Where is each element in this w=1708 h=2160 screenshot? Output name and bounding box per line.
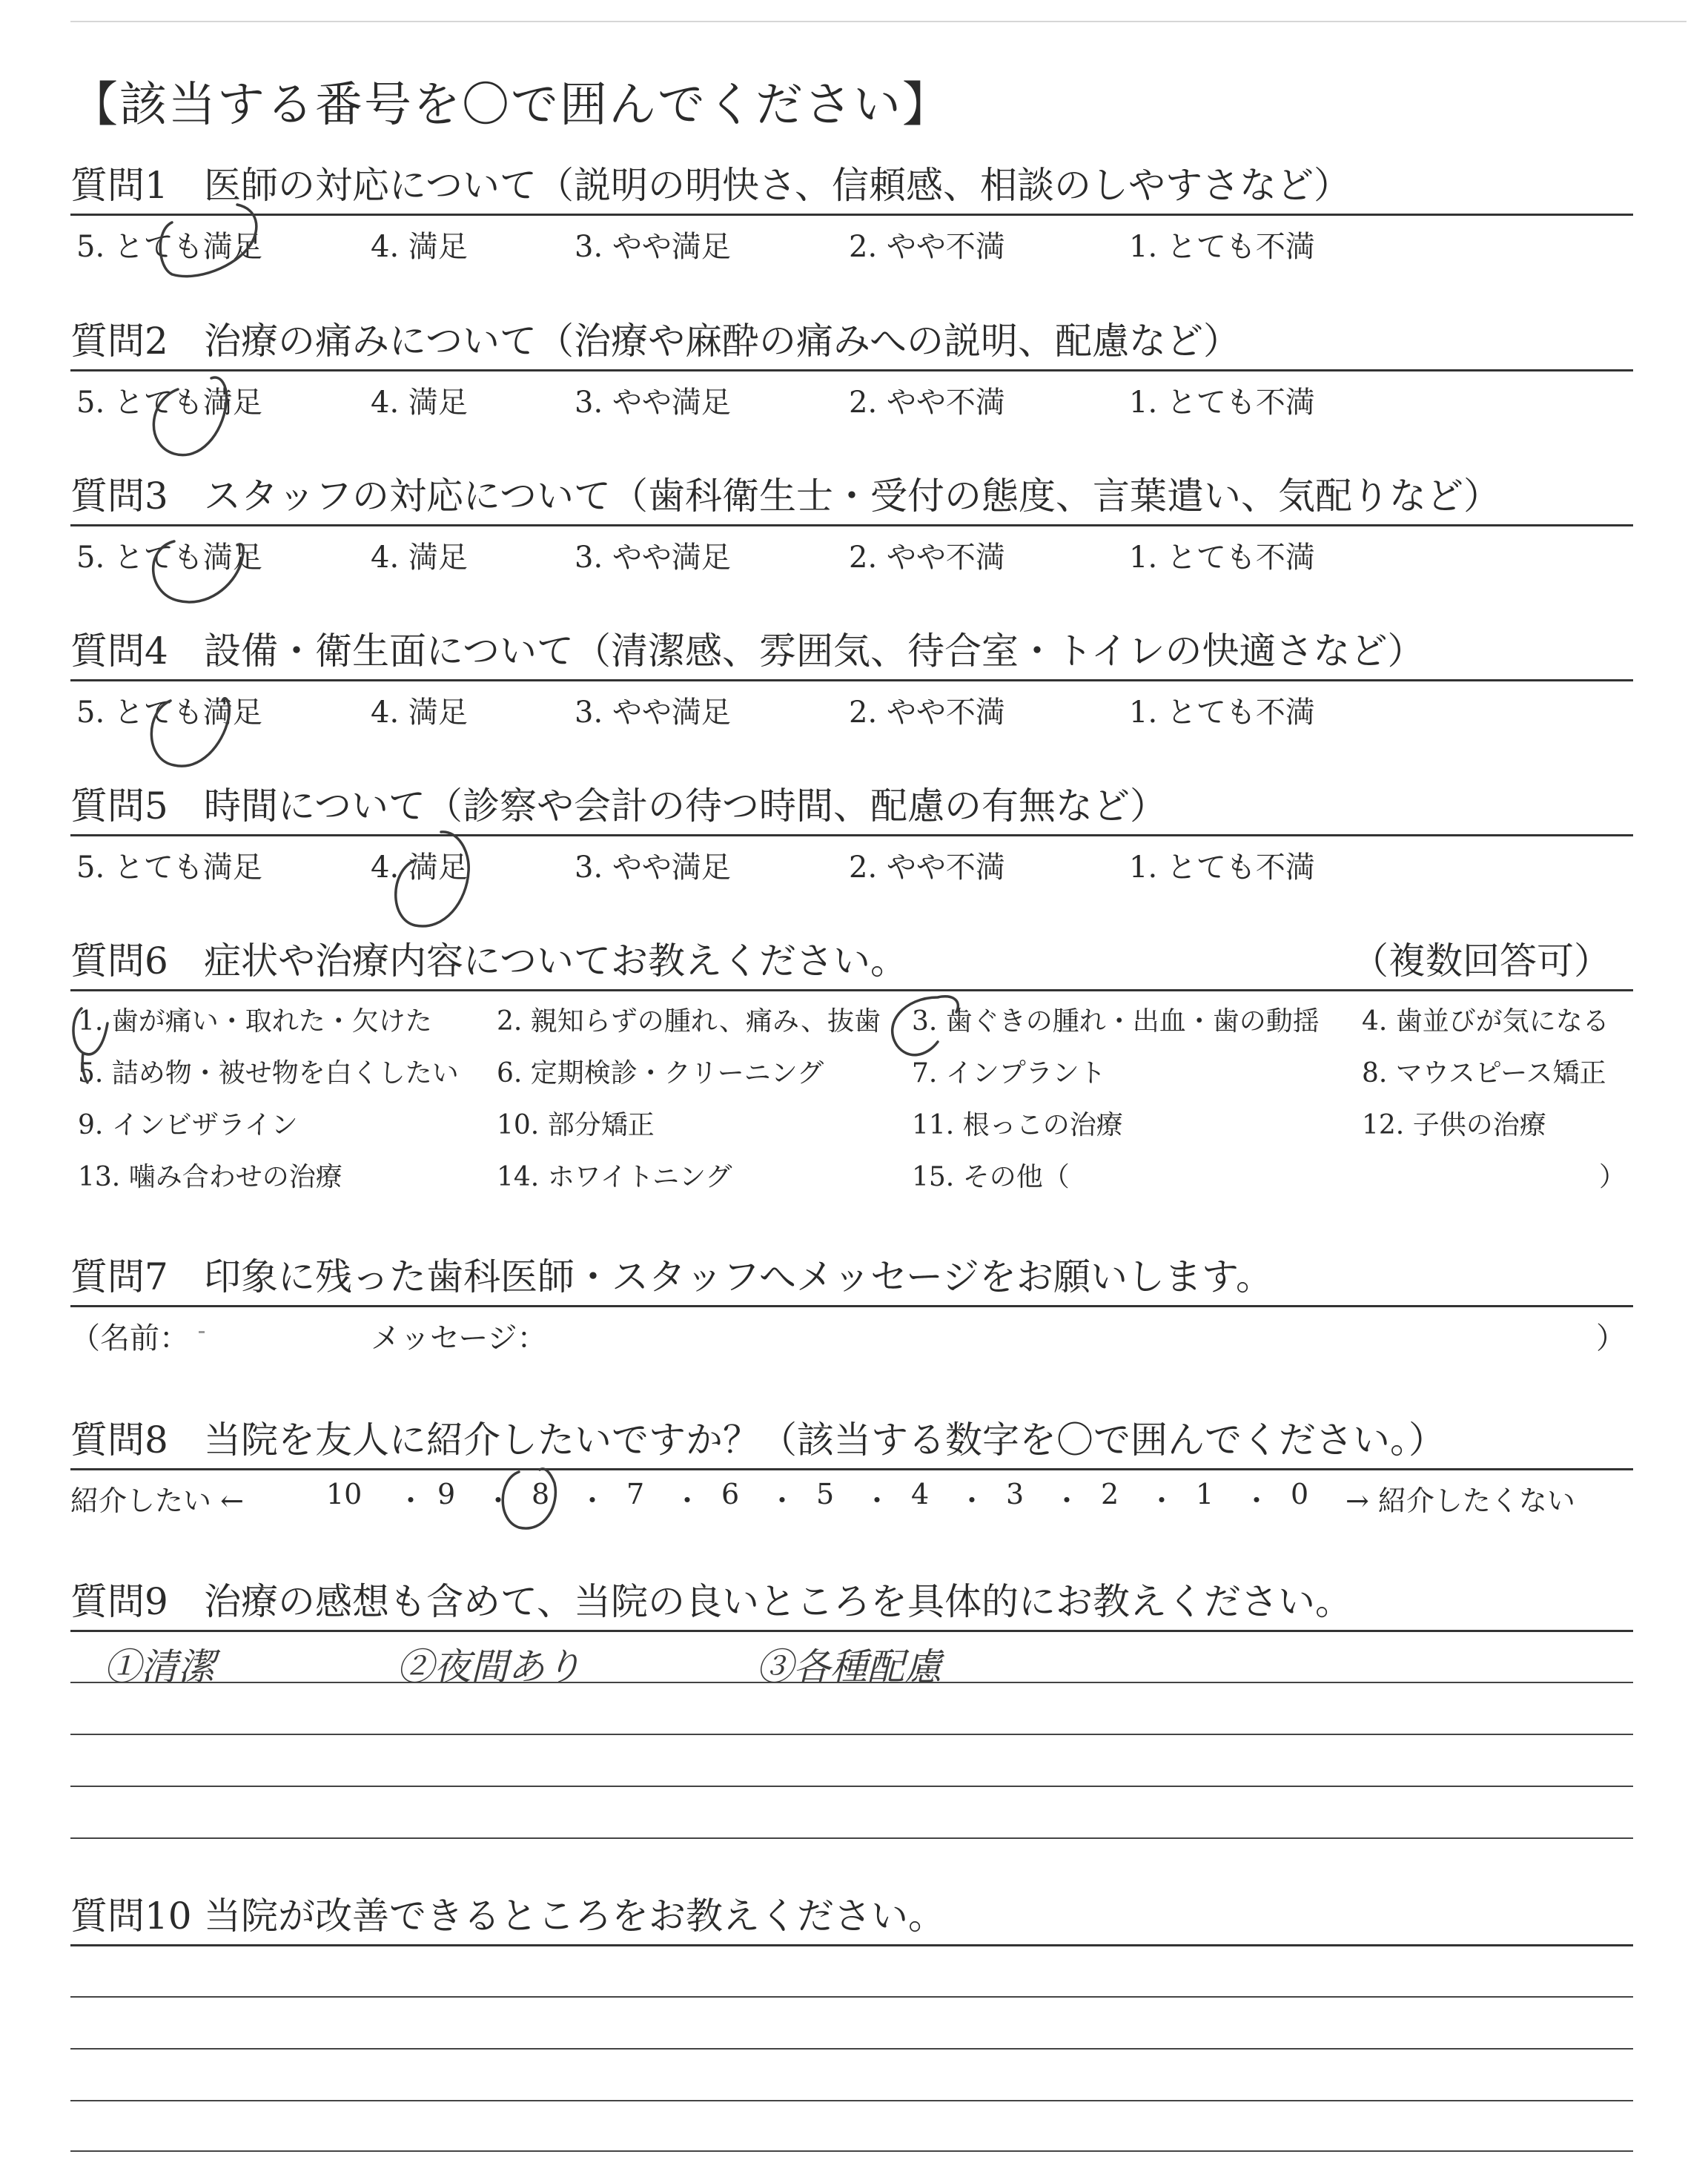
rating-option-2[interactable]: 2. やや不満 bbox=[849, 696, 1005, 730]
scale-value-4[interactable]: 4 bbox=[911, 1478, 930, 1510]
answer-line bbox=[70, 1837, 1633, 1839]
scale-value-2[interactable]: 2 bbox=[1101, 1478, 1119, 1510]
page-top-border bbox=[70, 21, 1687, 22]
question-label: 質問1 bbox=[70, 164, 168, 207]
scale-separator: ・ bbox=[1053, 1484, 1082, 1517]
scale-value-10[interactable]: 10 bbox=[326, 1478, 363, 1510]
symptom-option[interactable]: 8. マウスピース矯正 bbox=[1362, 1058, 1606, 1089]
rating-option-5[interactable]: 5. とても満足 bbox=[76, 851, 262, 885]
message-label: メッセージ： bbox=[371, 1321, 547, 1355]
rating-option-5[interactable]: 5. とても満足 bbox=[76, 230, 262, 264]
symptom-option[interactable]: 3. 歯ぐきの腫れ・出血・歯の動揺 bbox=[912, 1006, 1320, 1037]
other-option[interactable]: 15. その他（ bbox=[912, 1162, 1070, 1192]
handwritten-answer-1: ①清潔 bbox=[104, 1645, 215, 1688]
scale-separator: ・ bbox=[768, 1484, 797, 1517]
rating-option-2[interactable]: 2. やや不満 bbox=[849, 230, 1005, 264]
rating-option-3[interactable]: 3. やや満足 bbox=[575, 541, 731, 575]
question-label: 質問6 bbox=[70, 939, 168, 982]
rating-option-5[interactable]: 5. とても満足 bbox=[76, 541, 262, 575]
rating-option-3[interactable]: 3. やや満足 bbox=[575, 230, 731, 264]
scale-value-8[interactable]: 8 bbox=[532, 1478, 550, 1510]
scale-value-6[interactable]: 6 bbox=[721, 1478, 740, 1510]
question-text: 症状や治療内容についてお教えください。 bbox=[204, 939, 907, 982]
scale-separator: ・ bbox=[484, 1484, 513, 1517]
question-text: 医師の対応について（説明の明快さ、信頼感、相談のしやすさなど） bbox=[204, 164, 1351, 207]
answer-line bbox=[70, 1682, 1633, 1683]
instruction-title: 【該当する番号を〇で囲んでください】 bbox=[70, 78, 951, 133]
answer-line bbox=[70, 1734, 1633, 1735]
question-text: 設備・衛生面について（清潔感、雰囲気、待合室・トイレの快適さなど） bbox=[204, 630, 1425, 673]
question-9 bbox=[70, 1578, 1633, 1632]
question-text: 治療の感想も含めて、当院の良いところを具体的にお教えください。 bbox=[204, 1580, 1352, 1623]
rating-option-1[interactable]: 1. とても不満 bbox=[1129, 851, 1315, 885]
symptom-option[interactable]: 14. ホワイトニング bbox=[497, 1162, 732, 1192]
scale-left-label: 紹介したい ← bbox=[70, 1484, 244, 1517]
handwritten-answer-3: ③各種配慮 bbox=[756, 1645, 941, 1688]
question-1 bbox=[70, 162, 1633, 263]
symptom-option[interactable]: 11. 根っこの治療 bbox=[912, 1110, 1123, 1140]
question-10 bbox=[70, 1892, 1633, 1946]
question-label: 質問3 bbox=[70, 475, 168, 518]
rating-option-2[interactable]: 2. やや不満 bbox=[849, 541, 1005, 575]
scale-value-3[interactable]: 3 bbox=[1006, 1478, 1025, 1510]
answer-line bbox=[70, 2150, 1633, 2152]
symptom-option[interactable]: 4. 歯並びが気になる bbox=[1362, 1006, 1609, 1037]
rating-option-3[interactable]: 3. やや満足 bbox=[575, 386, 731, 420]
handwritten-answer-2: ②夜間あり bbox=[397, 1645, 582, 1688]
divider bbox=[70, 1630, 1633, 1632]
symptom-option[interactable]: 13. 噛み合わせの治療 bbox=[78, 1162, 342, 1192]
question-label: 質問10 bbox=[70, 1895, 192, 1938]
question-label: 質問4 bbox=[70, 630, 168, 673]
scale-right-label: → 紹介したくない bbox=[1345, 1484, 1575, 1517]
rating-option-4[interactable]: 4. 満足 bbox=[371, 386, 468, 420]
scale-value-5[interactable]: 5 bbox=[816, 1478, 835, 1510]
scale-separator: ・ bbox=[673, 1484, 702, 1517]
question-text: 当院を友人に紹介したいですか？（該当する数字を〇で囲んでください。） bbox=[204, 1418, 1446, 1462]
message-close: ） bbox=[1596, 1321, 1626, 1355]
symptom-option[interactable]: 7. インプラント bbox=[912, 1058, 1106, 1089]
rating-option-1[interactable]: 1. とても不満 bbox=[1129, 696, 1315, 730]
question-6 bbox=[70, 937, 1633, 1199]
question-7 bbox=[70, 1253, 1633, 1355]
answer-line bbox=[70, 1996, 1633, 1998]
symptom-option[interactable]: 12. 子供の治療 bbox=[1362, 1110, 1546, 1140]
scale-value-9[interactable]: 9 bbox=[437, 1478, 456, 1510]
rating-option-1[interactable]: 1. とても不満 bbox=[1129, 230, 1315, 264]
answer-line bbox=[70, 2100, 1633, 2101]
scale-value-0[interactable]: 0 bbox=[1291, 1478, 1309, 1510]
name-label: （名前： bbox=[70, 1321, 189, 1355]
question-text: 印象に残った歯科医師・スタッフへメッセージをお願いします。 bbox=[204, 1255, 1273, 1298]
symptom-option[interactable]: 6. 定期検診・クリーニング bbox=[497, 1058, 824, 1089]
multiple-answers-note: （複数回答可） bbox=[1351, 939, 1611, 982]
symptom-option[interactable]: 10. 部分矯正 bbox=[497, 1110, 655, 1140]
symptom-option[interactable]: 5. 詰め物・被せ物を白くしたい bbox=[78, 1058, 459, 1089]
scale-separator: ・ bbox=[578, 1484, 607, 1517]
question-4 bbox=[70, 627, 1633, 729]
scale-separator: ・ bbox=[863, 1484, 892, 1517]
rating-option-1[interactable]: 1. とても不満 bbox=[1129, 541, 1315, 575]
stray-mark bbox=[199, 1331, 205, 1333]
scale-separator: ・ bbox=[958, 1484, 987, 1517]
symptom-option[interactable]: 9. インビザライン bbox=[78, 1110, 298, 1140]
scale-separator: ・ bbox=[397, 1484, 426, 1517]
rating-option-5[interactable]: 5. とても満足 bbox=[76, 696, 262, 730]
question-5 bbox=[70, 782, 1633, 884]
symptom-option[interactable]: 1. 歯が痛い・取れた・欠けた bbox=[78, 1006, 432, 1037]
question-8 bbox=[70, 1416, 1633, 1519]
divider bbox=[70, 1944, 1633, 1946]
question-2 bbox=[70, 317, 1633, 419]
rating-option-3[interactable]: 3. やや満足 bbox=[575, 696, 731, 730]
question-text: 治療の痛みについて（治療や麻酔の痛みへの説明、配慮など） bbox=[204, 320, 1240, 363]
rating-option-1[interactable]: 1. とても不満 bbox=[1129, 386, 1315, 420]
rating-option-4[interactable]: 4. 満足 bbox=[371, 851, 468, 885]
rating-option-4[interactable]: 4. 満足 bbox=[371, 541, 468, 575]
other-option-close: ） bbox=[1598, 1162, 1626, 1192]
symptom-option[interactable]: 2. 親知らずの腫れ、痛み、抜歯 bbox=[497, 1006, 881, 1037]
scale-value-1[interactable]: 1 bbox=[1196, 1478, 1214, 1510]
question-label: 質問9 bbox=[70, 1580, 168, 1623]
rating-option-4[interactable]: 4. 満足 bbox=[371, 696, 468, 730]
answer-line bbox=[70, 1786, 1633, 1787]
question-label: 質問8 bbox=[70, 1418, 168, 1462]
question-text: スタッフの対応について（歯科衛生士・受付の態度、言葉遣い、気配りなど） bbox=[204, 475, 1500, 518]
question-label: 質問2 bbox=[70, 320, 168, 363]
question-3 bbox=[70, 472, 1633, 574]
answer-line bbox=[70, 2048, 1633, 2050]
scale-value-7[interactable]: 7 bbox=[626, 1478, 645, 1510]
recommend-scale bbox=[70, 1470, 1633, 1519]
rating-option-5[interactable]: 5. とても満足 bbox=[76, 386, 262, 420]
rating-option-4[interactable]: 4. 満足 bbox=[371, 230, 468, 264]
question-label: 質問7 bbox=[70, 1255, 168, 1298]
rating-option-3[interactable]: 3. やや満足 bbox=[575, 851, 731, 885]
question-text: 当院が改善できるところをお教えください。 bbox=[204, 1895, 945, 1938]
rating-option-2[interactable]: 2. やや不満 bbox=[849, 851, 1005, 885]
scale-separator: ・ bbox=[1148, 1484, 1176, 1517]
question-text: 時間について（診察や会計の待つ時間、配慮の有無など） bbox=[204, 785, 1167, 828]
scale-separator: ・ bbox=[1242, 1484, 1271, 1517]
question-label: 質問5 bbox=[70, 785, 168, 828]
rating-option-2[interactable]: 2. やや不満 bbox=[849, 386, 1005, 420]
